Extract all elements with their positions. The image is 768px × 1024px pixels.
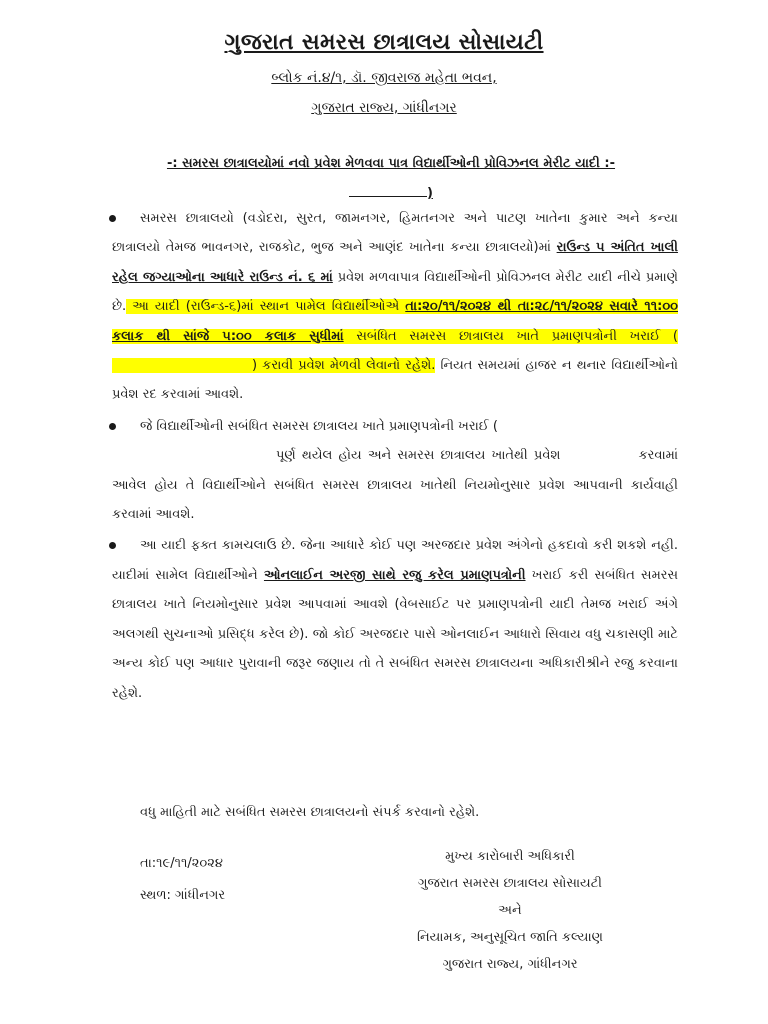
sign-line: ગુજરાત રાજ્ય, ગાંધીનગર <box>442 957 578 972</box>
b1-part1: સમરસ છાત્રાલયો (વડોદરા, સુરત, જામનગર, હિમતનગર અને પાટણ ખાતેના કુમાર અને કન્યા છાત્રાલયો તેમજ ભાવનગર, રાજકોટ, ભુજ અને આણંદ ખાતેના કન્યા છાત્રાલયો)માં <box>112 211 678 256</box>
address-line-1: બ્લોક નં.૪/૧, ડૉ. જીવરાજ મહેતા ભવન, <box>271 70 497 86</box>
b2-part2: પૂર્ણ થયેલ હોય અને સમરસ છાત્રાલય ખાતેથી પ્રવેશ <box>276 448 561 464</box>
list-item <box>112 204 678 410</box>
address-line-2: ગુજરાત રાજ્ય, ગાંધીનગર <box>311 100 457 116</box>
list-item <box>112 531 678 707</box>
date-place <box>140 848 225 912</box>
signature-block <box>360 843 660 978</box>
heading-blank-line <box>349 182 427 197</box>
b1-date-range: તા:૨૦/૧૧/૨૦૨૪ થી તા:૨૮/૧૧/૨૦૨૪ સવારે ૧૧:૦૦ કલાક થી સાંજે ૫:૦૦ કલાક સુધીમાં <box>112 299 678 344</box>
date-text: તા:૧૯/૧૧/૨૦૨૪ <box>140 856 223 871</box>
merit-list-heading <box>96 149 686 209</box>
heading-closing: ) <box>427 186 433 201</box>
list-item-text <box>112 419 678 522</box>
b3-part2: ખરાઈ કરી સબંધિત સમરસ છાત્રાલય ખાતે નિયમોનુસાર પ્રવેશ આપવામાં આવશે (વેબસાઈટ પર પ્રમાણપત્રોની યાદી તેમજ ખરાઈ અંગે અલગથી સુચનાઓ પ્રસિદ્ધ કરેલ છે). જો કોઈ અરજદાર પાસે ઓનલાઈન આધારો સિવાય વધુ ચકાસણી માટે અન્ય કોઈ પણ આધાર પુરાવાની જરૂર જણાય તો તે સબંધિત સમરસ છાત્રાલયના અધિકારીશ્રીને રજુ કરવાના રહેશે. <box>112 567 679 701</box>
page-title: ગુજરાત સમરસ છાત્રાલય સોસાયટી <box>224 30 544 55</box>
b3-part1: આ યાદી ફક્ત કામચલાઉ છે. જેના આધારે કોઈ પણ અરજદાર પ્રવેશ અંગેનો હકદાવો કરી શકશે નહી. યાદીમાં સામેલ વિદ્યાર્થીઓને <box>112 538 678 583</box>
bullet-icon <box>109 215 116 222</box>
list-item <box>112 412 678 530</box>
b2-part1: જે વિદ્યાર્થીઓની સબંધિત સમરસ છાત્રાલય ખાતે પ્રમાણપત્રોની ખરાઈ ( <box>140 418 499 434</box>
b3-bold: ઓનલાઈન અરજી સાથે રજુ કરેલ પ્રમાણપત્રોની <box>263 567 526 583</box>
b1-hl3: ) કરાવી પ્રવેશ મેળવી લેવાનો રહેશે. <box>252 358 436 374</box>
b1-round-text: રાઉન્ડ ૫ અંતિત ખાલી રહેલ જગ્યાઓના આધારે રાઉન્ડ નં. ૬ માં <box>112 240 679 285</box>
merit-list-heading-text: -: સમરસ છાત્રાલયોમાં નવો પ્રવેશ મેળવવા પાત્ર વિદ્યાર્થીઓની પ્રોવિઝનલ મેરીટ યાદી :- <box>166 156 616 171</box>
contact-note: વધુ માહિતી માટે સબંધિત સમરસ છાત્રાલયનો સંપર્ક કરવાનો રહેશે. <box>140 805 480 820</box>
b1-part3: નિયત સમયમાં હાજર ન થનાર વિદ્યાર્થીઓનો પ્રવેશ રદ કરવામાં આવશે. <box>112 358 678 403</box>
bullet-icon <box>109 423 116 430</box>
b2-part3: કરવામાં આવેલ હોય તે વિદ્યાર્થીઓને સબંધિત સમરસ છાત્રાલય ખાતેથી નિયમોનુસાર પ્રવેશ આપવાની કાર્યવાહી કરવામાં આવશે. <box>112 448 678 523</box>
sign-line: નિયામક, અનુસૂચિત જાતિ કલ્યાણ <box>417 930 603 945</box>
sign-line: અને <box>498 903 522 918</box>
sign-line: ગુજરાત સમરસ છાત્રાલય સોસાયટી <box>418 876 602 891</box>
b1-hl1: આ યાદી (રાઉન્ડ-૬)માં સ્થાન પામેલ વિદ્યાર્થીઓએ <box>126 299 406 315</box>
b1-part2: પ્રવેશ મળવાપાત્ર વિદ્યાર્થીઓની પ્રોવિઝનલ મેરીટ યાદી નીચે પ્રમાણે છે. <box>112 269 679 315</box>
place-text: સ્થળ: ગાંધીનગર <box>140 888 226 903</box>
sign-line: મુખ્ય કારોબારી અધિકારી <box>445 849 575 864</box>
list-item-text <box>112 211 678 402</box>
list-item-text <box>112 538 678 700</box>
b1-hl2: સબંધિત સમરસ છાત્રાલય ખાતે પ્રમાણપત્રોની ખરાઈ ( <box>343 328 679 344</box>
instruction-list <box>112 204 678 708</box>
